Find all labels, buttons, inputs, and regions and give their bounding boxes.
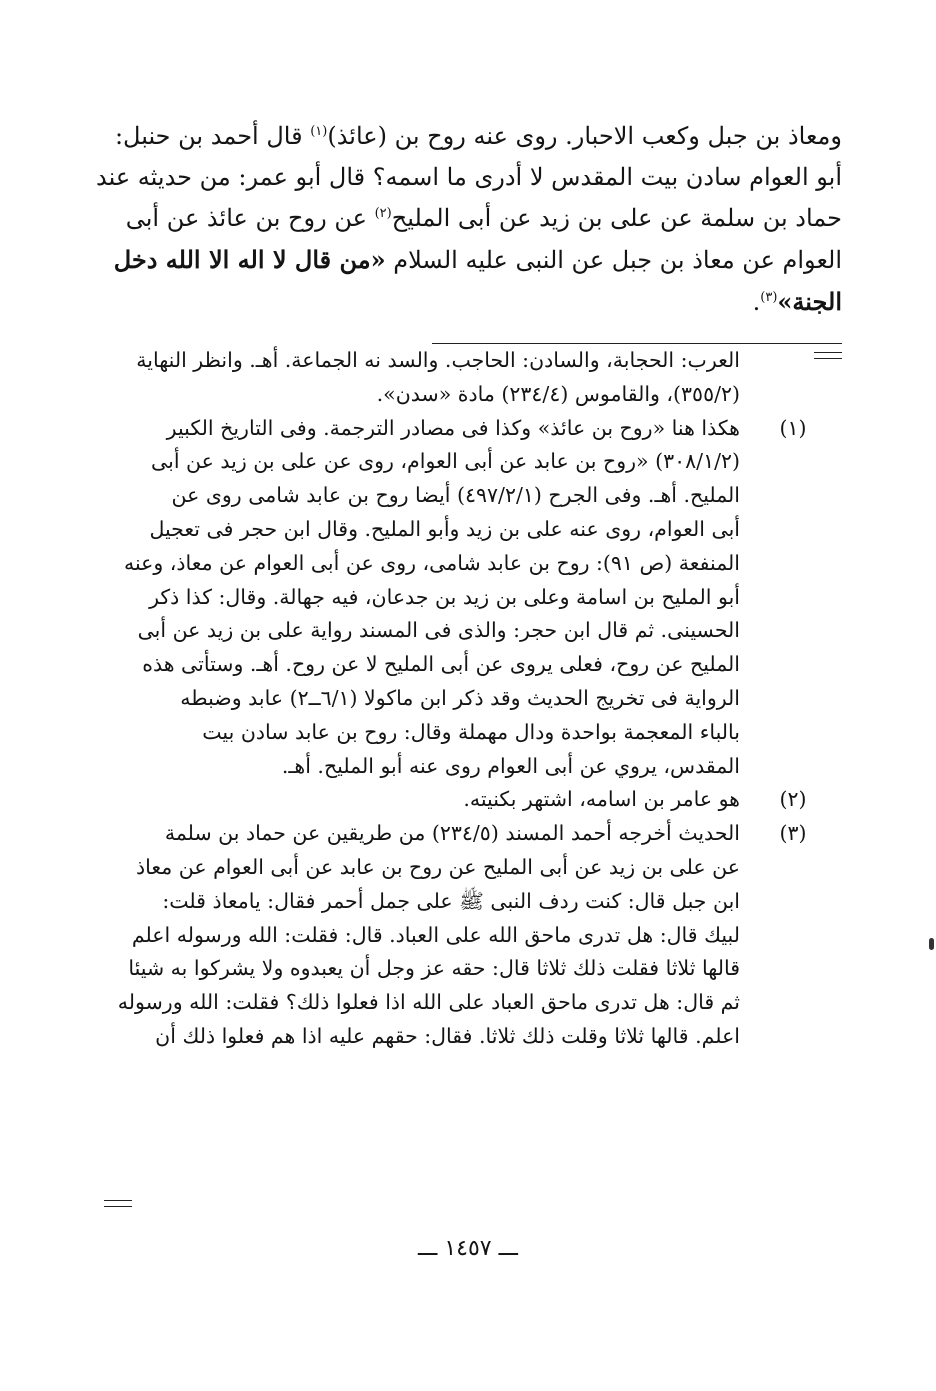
footnote-2 [96,783,846,817]
main-line: ومعاذ بن جبل وكعب الاحبار. روى عنه روح بن (عائذ)$^{(١)}$ قال أحمد بن حنبل: [114,122,842,150]
footnote-line: ثم قال: هل تدرى ماحق العباد على الله اذا فعلوا ذلك؟ فقلت: الله ورسوله [117,990,740,1015]
footnote-number: (١) [779,415,807,440]
footnote-line: اعلم. قالها ثلاثا وقلت ذلك ثلاثا. فقال: حقهم عليه اذا هم فعلوا ذلك أن [155,1023,740,1048]
footnote-line: لبيك قال: هل تدرى ماحق الله على العباد. قال: فقلت: الله ورسوله اعلم [131,922,740,947]
footnote-line: العرب: الحجابة، والسادن: الحاجب. والسد نه الجماعة. أهـ. وانظر النهاية [136,348,740,372]
footnote-line: المنفعة (ص ٩١): روح بن عابد شامى، روى عن أبى العوام عن معاذ، وعنه [123,550,740,575]
footnote-1 [96,412,846,784]
footnote-line: هو عامر بن اسامه، اشتهر بكنيته. [463,787,740,812]
footnote-line: الرواية فى تخريج الحديث وقد ذكر ابن ماكولا (٦/١ــ٢) عابد وضبطه [180,685,740,710]
footnote-line: الحديث أخرجه أحمد المسند (٢٣٤/٥) من طريقين عن حماد بن سلمة [164,821,740,846]
page-number: ـــ ١٤٥٧ ـــ [418,1236,518,1261]
hadith-quote: الجنة» [777,287,842,316]
footnote-line: المقدس، يروي عن أبى العوام روى عنه أبو المليح. أهـ. [281,753,740,778]
main-line: أبو العوام سادن بيت المقدس لا أدرى ما اسمه؟ قال أبو عمر: من حديثه عند [96,163,842,191]
main-line: حماد بن سلمة عن على بن زيد عن أبى المليح$^{(٢)}$ عن روح بن عائذ عن أبى [125,204,842,232]
footnote-line: قالها ثلاثا فقلت ذلك ثلاثا قال: حقه عز وجل أن يعبدوه ولا يشركوا به شيئا [128,956,740,981]
footnote-ref[interactable]: (٣) [760,290,778,305]
continuation-mark [104,1200,132,1207]
footnote-carryover [96,344,846,412]
footnote-line: (٣٠٨/١/٢) «روح بن عابد عن أبى العوام، روى عن على بن زيد عن أبى [151,449,740,474]
footnote-number: (٣) [779,821,807,846]
main-text [96,116,842,323]
footnote-line: الحسينى. ثم قال ابن حجر: والذى فى المسند رواية على بن زيد عن أبى [137,618,740,643]
footnote-line: (٣٥٥/٢)، والقاموس (٢٣٤/٤) مادة «سدن». [376,381,740,406]
footnote-line: هكذا هنا «روح بن عائذ» وكذا فى مصادر الترجمة. وفى التاريخ الكبير [166,415,740,440]
footnote-line: أبى العوام، روى عنه على بن زيد وأبو المليح. وقال ابن حجر فى تعجيل [149,516,740,541]
footnote-ref[interactable]: (١) [310,124,328,139]
footnote-line: ابن جبل قال: كنت ردف النبى ﷺ على جمل أحمر فقال: يامعاذ قلت: [162,888,740,913]
footnote-ref[interactable]: (٢) [374,206,392,221]
main-line: العوام عن معاذ بن جبل عن النبى عليه السلام «من قال لا اله الا الله دخل [113,245,842,274]
footnotes [96,344,846,1054]
main-line: الجنة»$^{(٣)}$. [752,287,842,316]
hadith-quote: «من قال لا اله الا الله دخل [113,245,386,274]
footnote-line: أبو المليح بن اسامة وعلى بن زيد بن جدعان، فيه جهالة. وقال: كذا ذكر [149,584,740,609]
footnote-line: المليح عن روح، فعلى يروى عن أبى المليح لا عن روح. أهـ. وستأتى هذه [142,652,740,677]
scan-speck [929,938,934,950]
footnote-line: بالباء المعجمة بواحدة ودال مهملة وقال: روح بن عابد سادن بيت [202,719,740,744]
footnote-number: (٢) [779,787,807,812]
footnote-line: المليح. أهـ. وفى الجرح (٤٩٧/٢/١) أيضا روح بن عابد شامى روى عن [171,483,740,508]
footnote-line: عن على بن زيد عن أبى المليح عن روح بن عابد عن أبى العوام عن معاذ [135,854,740,879]
footnote-3 [96,817,846,1054]
